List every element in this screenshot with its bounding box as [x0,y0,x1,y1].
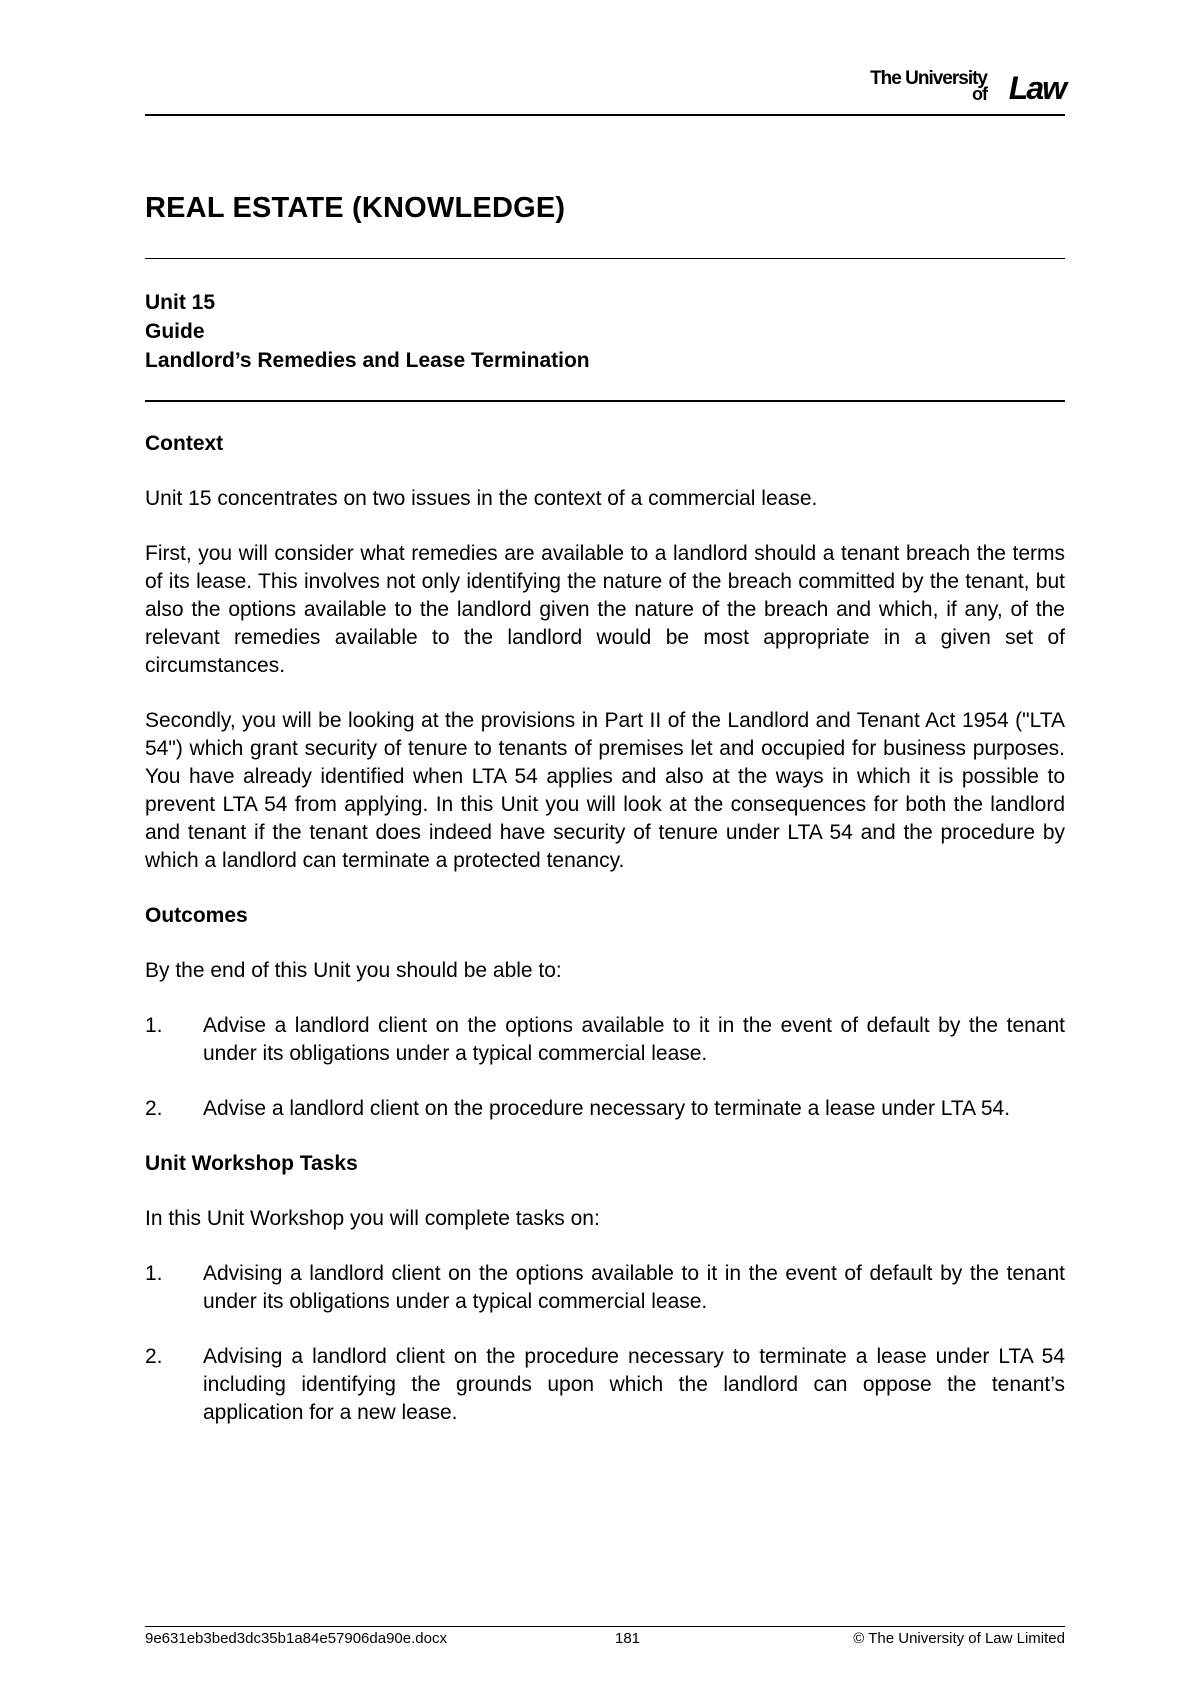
logo-line-1: The University [870,68,987,89]
outcomes-section [145,902,1065,1123]
list-item-number: 2. [145,1097,163,1120]
context-paragraph: Unit 15 concentrates on two issues in the context of a commercial lease. [145,487,818,510]
list-item-text: Advising a landlord client on the options available to it in the event of default by the tenant under its obligations under a typical commercial lease. [203,1262,1065,1313]
unit-number: Unit 15 [145,291,216,314]
logo-line-2: of [972,84,987,104]
context-section [145,430,1065,875]
unit-topic: Landlord’s Remedies and Lease Termination [145,349,590,372]
outcomes-intro: By the end of this Unit you should be able to: [145,959,562,982]
footer-filename: 9e631eb3bed3dc35b1a84e57906da90e.docx [145,1630,447,1647]
outcomes-heading: Outcomes [145,904,248,927]
list-item [145,1343,1065,1427]
list-item [145,1095,1065,1123]
header-rule [145,114,1065,116]
list-item-number: 1. [145,1262,163,1285]
workshop-heading: Unit Workshop Tasks [145,1152,358,1175]
workshop-list [145,1260,1065,1427]
logo-line-3: Law [1008,70,1065,106]
context-paragraph: Secondly, you will be looking at the provisions in Part II of the Landlord and Tenant Act 1954 ("LTA 54") which grant security of tenure to tenants of premises let and occupied for business purposes. You have already identified when LTA 54 applies and also at the ways in which it is possible to prevent LTA 54 from applying. In this Unit you will look at the consequences for both the landlord and tenant if the tenant does indeed have security of tenure under LTA 54 and the procedure by which a landlord can terminate a protected tenancy. [145,709,1065,872]
page-footer [145,1630,1065,1652]
document-page [145,0,1065,1698]
list-item [145,1260,1065,1316]
list-item-number: 1. [145,1014,163,1037]
list-item-text: Advise a landlord client on the procedure necessary to terminate a lease under LTA 54. [203,1097,1011,1120]
unit-type: Guide [145,320,205,343]
document-title: REAL ESTATE (KNOWLEDGE) [145,192,566,224]
footer-rule [145,1626,1065,1627]
list-item-text: Advise a landlord client on the options available to it in the event of default by the tenant under its obligations under a typical commercial lease. [203,1014,1065,1065]
university-of-law-logo [845,68,1065,108]
workshop-intro: In this Unit Workshop you will complete tasks on: [145,1207,600,1230]
workshop-section [145,1150,1065,1427]
context-paragraph: First, you will consider what remedies are available to a landlord should a tenant breach the terms of its lease. This involves not only identifying the nature of the breach committed by the tenant, but also the options available to the landlord given the nature of the breach and which, if any, of the relevant remedies available to the landlord would be most appropriate in a given set of circumstances. [145,542,1065,677]
list-item [145,1012,1065,1068]
footer-copyright: © The University of Law Limited [853,1630,1065,1647]
list-item-text: Advising a landlord client on the procedure necessary to terminate a lease under LTA 54 including identifying the grounds upon which the landlord can oppose the tenant’s application for a new lease. [203,1345,1065,1424]
main-content [145,430,1065,1454]
list-item-number: 2. [145,1345,163,1368]
title-rule [145,258,1065,259]
footer-page-number: 181 [615,1630,641,1647]
unit-rule [145,400,1065,402]
context-heading: Context [145,432,224,455]
unit-heading-block [145,288,590,375]
outcomes-list [145,1012,1065,1123]
